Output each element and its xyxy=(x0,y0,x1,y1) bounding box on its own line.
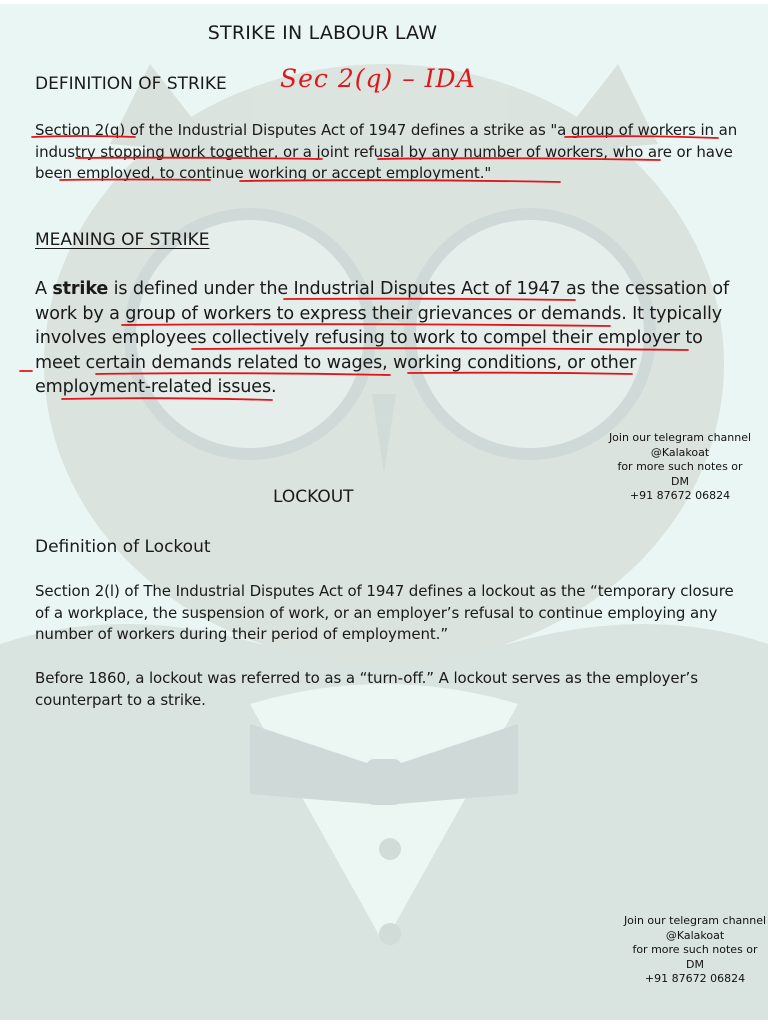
telegram-promo-note xyxy=(600,431,760,504)
promo-line: Join our telegram channel xyxy=(623,914,767,927)
promo-line: DM xyxy=(686,957,704,971)
promo-phone: +91 87672 06824 xyxy=(629,489,731,503)
promo-line: for more such notes or xyxy=(617,460,743,474)
promo-line: for more such notes or xyxy=(632,943,758,957)
handwritten-section-note: Sec 2(q) – IDA xyxy=(280,64,476,93)
document-page xyxy=(0,4,768,1020)
lockout-definition-paragraph xyxy=(35,581,735,646)
definition-of-lockout-heading: Definition of Lockout xyxy=(35,537,211,557)
lockout-heading: LOCKOUT xyxy=(273,487,354,507)
lockout-history-paragraph: Before 1860, a lockout was referred to as a “turn-off.” A lockout serves as the employer’s counterpart to a strike. xyxy=(35,669,698,709)
definition-of-strike-heading: DEFINITION OF STRIKE xyxy=(35,74,227,94)
promo-handle: @Kalakoat xyxy=(665,928,725,942)
section-reference: Section 2(q) xyxy=(35,121,126,139)
strike-bold-term: strike xyxy=(52,279,109,299)
promo-handle: @Kalakoat xyxy=(650,445,710,459)
meaning-text-start: A xyxy=(35,279,53,299)
telegram-promo-note xyxy=(615,914,768,987)
lockout-definition-text: of The Industrial Disputes Act of 1947 defines a lockout as the “temporary closure of a workplace, the suspension of work, or an employer’s refusal to continue employing any number of workers during their period of employment.” xyxy=(35,582,734,643)
document-title: STRIKE IN LABOUR LAW xyxy=(207,22,438,44)
strike-meaning-paragraph xyxy=(35,277,735,400)
section-reference: Section 2(l) xyxy=(35,582,120,600)
promo-line: Join our telegram channel xyxy=(608,431,752,444)
promo-phone: +91 87672 06824 xyxy=(644,972,746,986)
meaning-text-rest: is defined under the Industrial Disputes Act of 1947 as the cessation of work by a group of workers to express their grievances or demands. It typically involves employees collectively refusing to work to compel their employer to meet certain demands related to wages, working conditions, or other employment-related issues. xyxy=(35,279,730,397)
strike-definition-text: of the Industrial Disputes Act of 1947 defines a strike as "a group of workers in an industry stopping work together, or a joint refusal by any number of workers, who are or have been employed, to continue working or accept employment." xyxy=(35,121,738,182)
promo-line: DM xyxy=(671,474,689,488)
meaning-of-strike-heading: MEANING OF STRIKE xyxy=(35,230,210,250)
strike-definition-paragraph xyxy=(35,120,747,185)
